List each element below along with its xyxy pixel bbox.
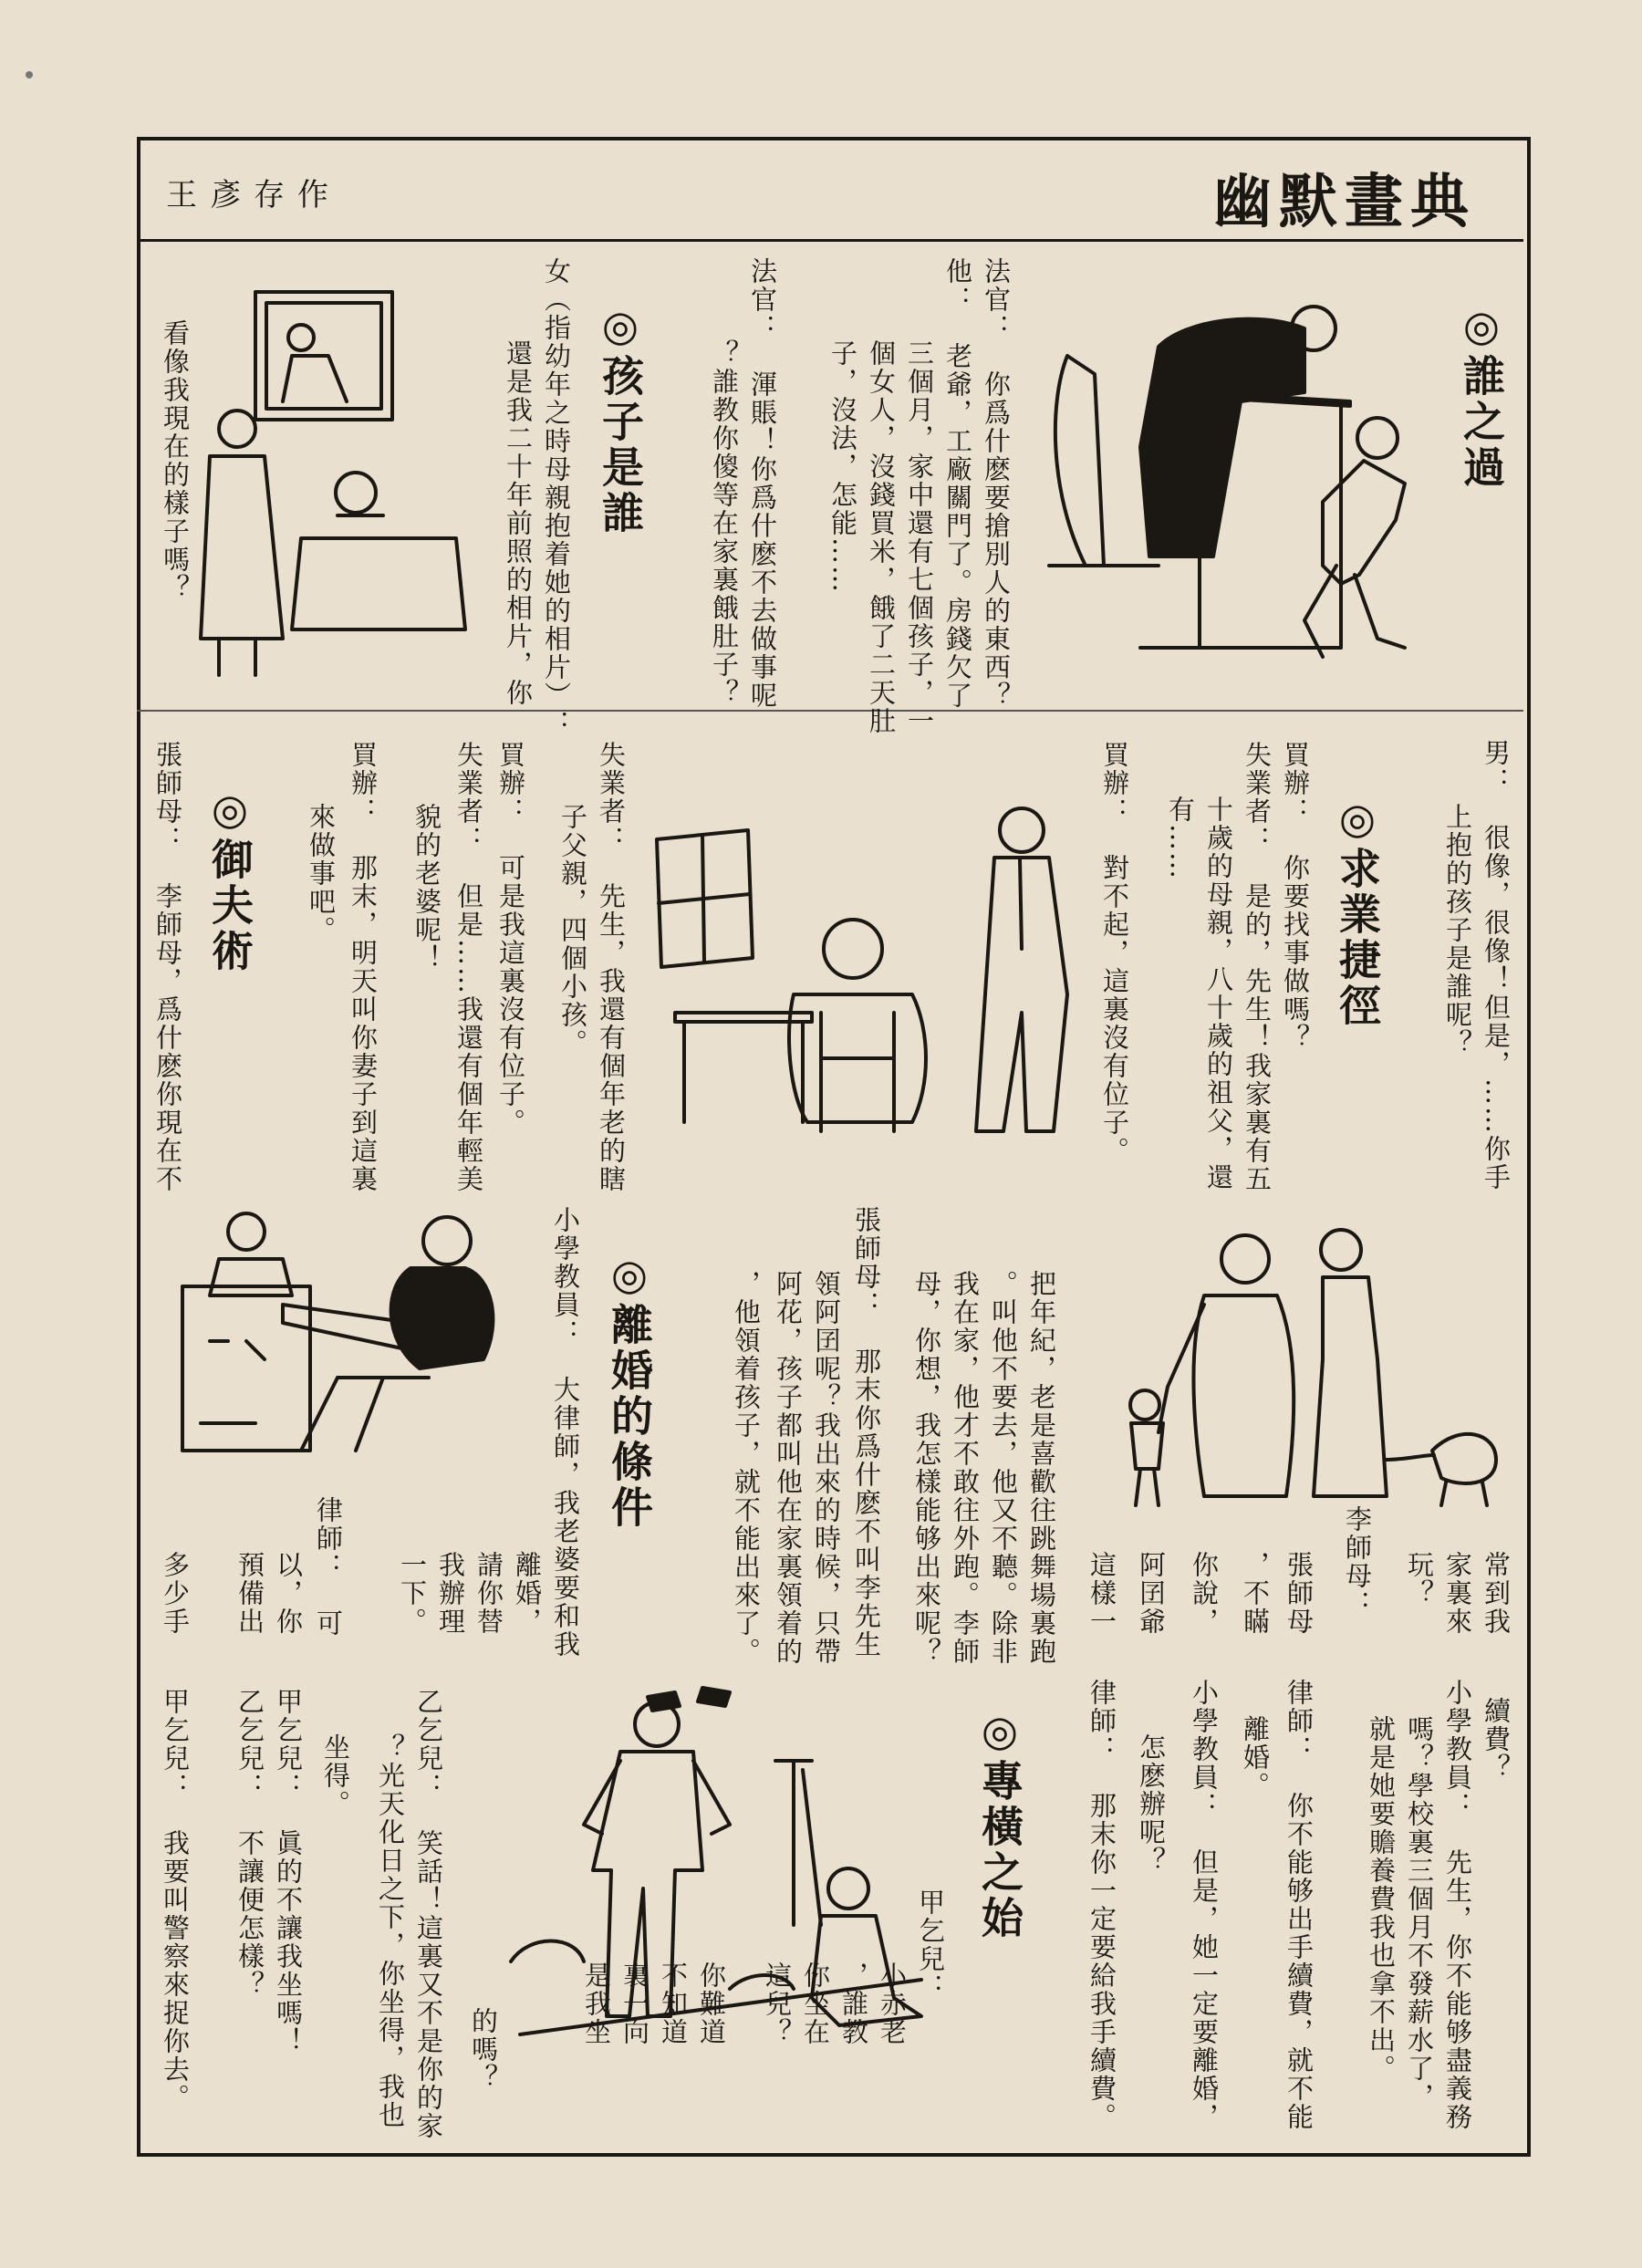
s6-colA-line-1: 甲乞兒： (915, 1888, 946, 2002)
heading-zhuan-heng-zhi-shi: ◎專橫之始 (975, 1706, 1024, 1941)
s3-line-5: 買辦： 對不起，這裏沒有位子。 (1099, 741, 1130, 1165)
illustration-two-beggars (493, 1688, 949, 2071)
s6-colA-line-4: 你坐在 (800, 1961, 831, 2046)
s4-line-9: ，他領着孩子，就不能出來了。 (731, 1270, 762, 1666)
s5-col4-line-8: 怎麽辦呢？ (1136, 1733, 1167, 1875)
s1-line-2: 他： 老爺，工廠關門了。房錢欠了 (942, 257, 973, 710)
s1-line-6: 法官： 渾賬！你爲什麽不去做事呢 (747, 257, 778, 710)
s5-col2-line-2: 以，你 (273, 1551, 304, 1636)
s2-line-3: 看像我現在的樣子嗎？ (160, 319, 191, 602)
s4-line-5: 母，你想，我怎樣能够出來呢？ (911, 1270, 942, 1666)
s1-line-3: 三個月，家中還有七個孩子，一 (904, 339, 935, 735)
s3-line-11: 買辦： 那末，明天叫你妻子到這裏 (348, 741, 379, 1193)
s3-line-12: 來做事吧。 (306, 803, 337, 944)
s5-col3-line-9: 這樣一 (1086, 1551, 1117, 1636)
s2-line-4: 男： 很像，很像！但是，……你手 (1481, 739, 1512, 1191)
s6-colA-line-9: 是我坐 (581, 1961, 612, 2046)
s6-colA-line-8: 裏一向 (619, 1961, 650, 2046)
illustration-judge-and-thief (1031, 292, 1450, 675)
s3-line-6: 失業者： 先生，我還有個年老的瞎 (596, 741, 627, 1193)
s5-col3-line-6: ，不瞞 (1240, 1551, 1271, 1636)
s3-line-9: 失業者： 但是……我還有個年輕美 (453, 741, 484, 1193)
heading-shui-zhi-guo: ◎誰之過 (1457, 301, 1506, 491)
s6-colB-line-2: ？光天化日之下，你坐得，我也 (375, 1733, 406, 2129)
s5-col1-line-1: 小學教員： 大律師，我老婆要和我 (550, 1206, 581, 1659)
s1-line-4: 個女人，沒錢買米，餓了二天肚 (866, 339, 897, 735)
author-credit: 王彥存作 (166, 177, 341, 213)
s5-col3-line-2: 家裏來 (1442, 1551, 1473, 1636)
s3-line-2: 失業者： 是的，先生！我家裏有五 (1242, 741, 1273, 1193)
s5-col3-line-4: 李師母： (1342, 1505, 1373, 1618)
s5-col3-line-5: 張師母 (1283, 1551, 1315, 1636)
paper-speck (26, 71, 33, 78)
s4-line-4: 我在家，他才不敢往外跑。李師 (950, 1270, 981, 1666)
illustration-comprador-and-applicant (639, 794, 1095, 1140)
s3-line-4: 有…… (1165, 796, 1196, 880)
page-title: 幽默畫典 (1213, 168, 1476, 236)
s5-col1-line-4: 我辦理 (435, 1551, 466, 1636)
s5-col4-line-1: 續費？ (1481, 1697, 1512, 1782)
s4-line-7: 領阿囝呢？我出來的時候，只帶 (811, 1270, 842, 1666)
s6-colB-line-3: 坐得。 (320, 1733, 351, 1818)
s5-col4-line-7: 小學教員： 但是，她一定要離婚， (1189, 1679, 1220, 2131)
s6-colB-line-5: 乙乞兒： 不讓便怎樣？ (234, 1688, 265, 1999)
s5-col2-line-4: 多少手 (160, 1551, 191, 1636)
s6-colB-line-1: 乙乞兒： 笑話！這裏又不是你的家 (413, 1688, 444, 2140)
s4-line-3: 。叫他不要去，他又不聽。除非 (988, 1270, 1019, 1666)
s4-line-2: 把年紀，老是喜歡往跳舞場裏跑 (1026, 1270, 1057, 1666)
s5-col1-line-2: 離婚， (512, 1551, 543, 1636)
s3-line-3: 十歲的母親，八十歲的祖父，還 (1203, 796, 1234, 1191)
heading-yu-fu-shu: ◎御夫術 (205, 785, 255, 974)
s6-colA-line-2: 小赤老 (877, 1961, 908, 2046)
illustration-lawyer-and-teacher (173, 1204, 520, 1478)
s3-line-7: 子父親，四個小孩。 (557, 803, 588, 1057)
s1-line-7: ？誰教你傻等在家裏餓肚子？ (709, 339, 740, 707)
s4-line-1: 張師母： 李師母，爲什麽你現在不 (152, 741, 183, 1193)
s5-col3-line-3: 玩？ (1404, 1551, 1435, 1607)
s3-line-10: 貌的老婆呢！ (411, 803, 442, 973)
s5-col3-line-7: 你說， (1189, 1551, 1220, 1636)
s5-col4-line-9: 律師： 那末你一定要給我手續費。 (1086, 1679, 1117, 2131)
s2-line-2: 還是我二十年前照的相片，你 (503, 339, 534, 707)
s5-col4-line-2: 小學教員： 先生，你不能够盡義務 (1442, 1679, 1473, 2131)
s3-line-1: 買辦： 你要找事做嗎？ (1280, 741, 1311, 1052)
s5-col1-line-5: 一下。 (397, 1551, 428, 1636)
heading-qiu-ye-jie-jing: ◎求業捷徑 (1333, 794, 1382, 1029)
s5-col4-line-4: 就是她要贍養費我也拿不出。 (1366, 1715, 1397, 2083)
illustration-couple-with-portrait (192, 274, 483, 675)
s4-line-6: 張師母： 那末你爲什麽不叫李先生 (851, 1206, 882, 1659)
s4-line-8: 阿花，孩子都叫他在家裏領着的 (773, 1270, 804, 1666)
s5-col3-line-8: 阿囝爺 (1136, 1551, 1167, 1636)
s5-col4-line-3: 嗎？學校裏三個月不發薪水了， (1404, 1715, 1435, 2111)
s6-colB-line-6: 甲乞兒： 我要叫警察來捉你去。 (160, 1688, 191, 2112)
heading-li-hun-de-tiao-jian: ◎離婚的條件 (605, 1250, 654, 1531)
s6-colA-line-10: 的嗎？ (468, 2007, 499, 2092)
s6-colA-line-5: 這兒？ (762, 1961, 793, 2046)
heading-haizi-shi-shui: ◎孩子是誰 (596, 301, 645, 536)
s5-col3-line-1: 常到我 (1481, 1551, 1512, 1636)
row-divider-1 (137, 710, 1523, 712)
s5-col2-line-1: 律師： 可 (313, 1496, 344, 1638)
s5-col4-line-6: 離婚。 (1240, 1715, 1271, 1800)
s6-colB-line-4: 甲乞兒： 眞的不讓我坐嗎！ (273, 1688, 304, 2055)
s6-colA-line-7: 不知道 (658, 1961, 689, 2046)
s2-line-5: 上抱的孩子是誰呢？ (1442, 803, 1473, 1057)
s3-line-8: 買辦： 可是我這裏沒有位子。 (495, 741, 526, 1137)
s6-colA-line-3: ，誰教 (838, 1961, 869, 2046)
illustration-two-wives-with-child (1095, 1222, 1514, 1514)
s5-col2-line-3: 預備出 (234, 1551, 265, 1636)
s5-col1-line-3: 請你替 (473, 1551, 504, 1636)
s5-col4-line-5: 律師： 你不能够出手續費，就不能 (1283, 1679, 1315, 2131)
s1-line-1: 法官： 你爲什麽要搶別人的東西？ (981, 257, 1012, 710)
s2-line-1: 女（指幼年之時母親抱着她的相片）： (541, 257, 572, 738)
s6-colA-line-6: 你難道 (696, 1961, 727, 2046)
s1-line-5: 子，沒法，怎能…… (827, 339, 858, 594)
